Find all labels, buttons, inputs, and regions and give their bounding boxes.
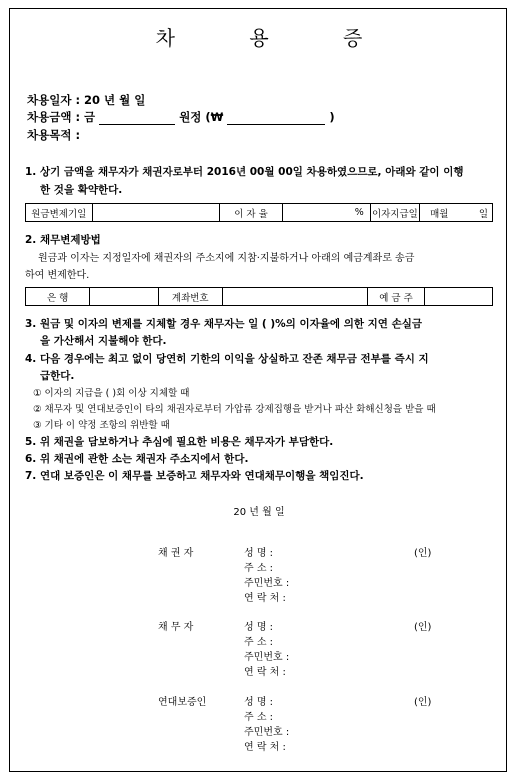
interest-pay-day-label: 이자지급일 <box>370 204 419 222</box>
section-5: 5. 위 채권을 담보하거나 추심에 필요한 비용은 채무자가 부담한다. <box>25 436 334 448</box>
debtor-seal: (인) <box>414 622 432 633</box>
section-4-item3: ③ 기타 이 약정 조항의 위반할 때 <box>33 420 170 431</box>
account-holder-label: 예 금 주 <box>368 288 424 306</box>
guarantor-seal: (인) <box>414 697 432 708</box>
debtor-name-label: 성 명 : <box>244 622 274 633</box>
interest-rate-label: 이 자 율 <box>220 204 283 222</box>
creditor-id-label: 주민번호 : <box>244 578 290 589</box>
debtor-id-label: 주민번호 : <box>244 652 290 663</box>
bank-table <box>25 287 493 306</box>
account-number-label: 계좌번호 <box>158 288 222 306</box>
monthly-label: 매월 <box>430 208 449 220</box>
creditor-contact-label: 연 락 처 : <box>244 593 286 604</box>
section-1-line1: 1. 상기 금액을 채무자가 채권자로부터 2016년 00월 00일 차용하였으므로, 아래와 같이 이행 <box>25 166 464 178</box>
section-4-line2: 급한다. <box>40 370 75 382</box>
creditor-role: 채 권 자 <box>158 548 194 559</box>
document-title: 차 용 증 <box>155 26 397 50</box>
interest-rate-value: % <box>282 204 370 222</box>
section-1-line2: 한 것을 확약한다. <box>40 184 123 196</box>
section-3-line2: 을 가산해서 지불해야 한다. <box>40 335 167 347</box>
day-label: 일 <box>478 208 488 220</box>
repayment-date-label: 원금변제기일 <box>26 204 93 222</box>
guarantor-name-label: 성 명 : <box>244 697 274 708</box>
amount-mid: 원정 (₩ <box>179 110 224 124</box>
creditor-name-label: 성 명 : <box>244 548 274 559</box>
signing-date: 20 년 월 일 <box>233 507 285 518</box>
account-holder-value <box>424 288 492 306</box>
section-2-line1: 원금과 이자는 지정일자에 채권자의 주소지에 지참·지불하거나 아래의 예금계좌로 송금 <box>38 253 415 264</box>
section-4-item2: ② 채무자 및 연대보증인이 타의 채권자로부터 가압류 강제집행을 받거나 파산 화해신청을 받을 때 <box>33 404 436 415</box>
section-4-line1: 4. 다음 경우에는 최고 없이 당연히 기한의 이익을 상실하고 잔존 채무금 전부를 즉시 지 <box>25 353 429 365</box>
guarantor-id-label: 주민번호 : <box>244 727 290 738</box>
amount-prefix: 차용금액 : 금 <box>27 110 96 124</box>
section-3-line1: 3. 원금 및 이자의 변제를 지체할 경우 채무자는 일 ( )%의 이자율에 의한 지연 손실금 <box>25 318 423 330</box>
guarantor-address-label: 주 소 : <box>244 712 274 723</box>
interest-pay-day-value <box>420 204 493 222</box>
bank-label: 은 행 <box>26 288 90 306</box>
debtor-contact-label: 연 락 처 : <box>244 667 286 678</box>
repayment-table <box>25 203 493 222</box>
loan-purpose: 차용목적 : <box>27 128 81 142</box>
debtor-role: 채 무 자 <box>158 622 194 633</box>
section-2-line2: 하여 변제한다. <box>25 270 90 281</box>
amount-suffix: ) <box>329 110 335 124</box>
bank-value <box>90 288 158 306</box>
section-2-title: 2. 채무변제방법 <box>25 234 101 246</box>
account-number-value <box>222 288 367 306</box>
repayment-date-value <box>92 204 220 222</box>
creditor-seal: (인) <box>414 548 432 559</box>
creditor-address-label: 주 소 : <box>244 563 274 574</box>
guarantor-role: 연대보증인 <box>158 697 207 708</box>
amount-number-blank <box>227 112 325 125</box>
section-4-item1: ① 이자의 지급을 ( )회 이상 지체할 때 <box>33 388 190 399</box>
guarantor-contact-label: 연 락 처 : <box>244 742 286 753</box>
section-6: 6. 위 채권에 관한 소는 채권자 주소지에서 한다. <box>25 453 249 465</box>
loan-date: 차용일자 : 20 년 월 일 <box>27 93 146 107</box>
debtor-address-label: 주 소 : <box>244 637 274 648</box>
section-7: 7. 연대 보증인은 이 채무를 보증하고 채무자와 연대채무이행을 책임진다. <box>25 470 364 482</box>
loan-amount <box>27 109 335 125</box>
amount-blank <box>99 112 175 125</box>
